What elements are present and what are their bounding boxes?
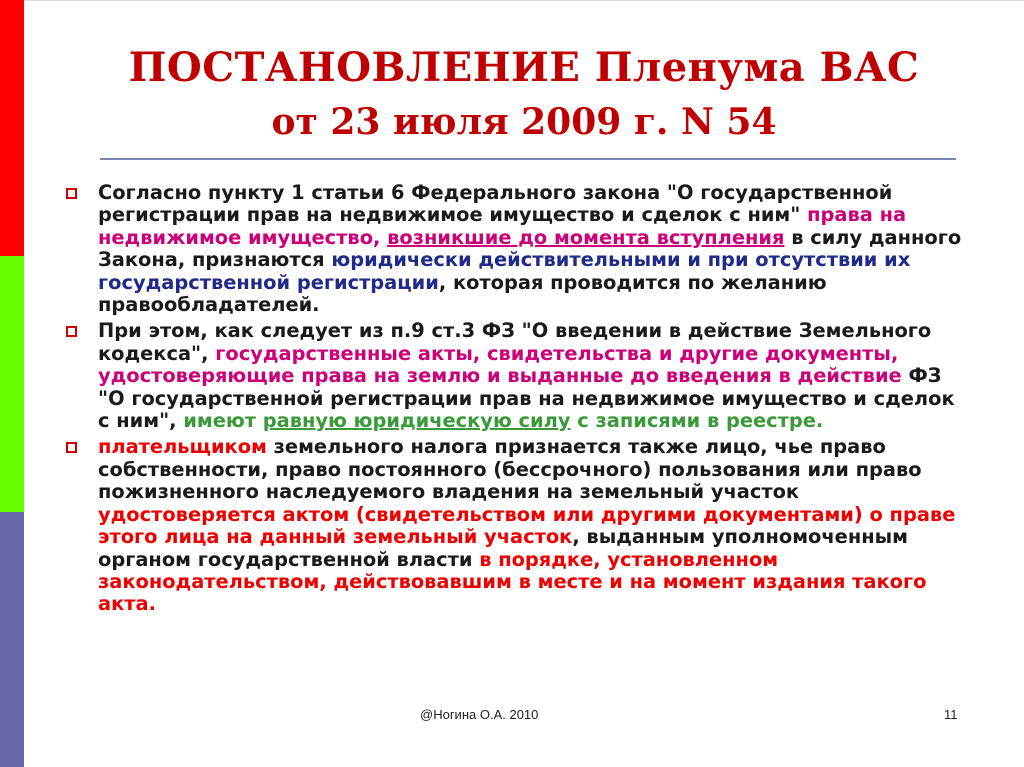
title-line-1: ПОСТАНОВЛЕНИЕ Пленума ВАС (128, 44, 920, 91)
text-run-underlined: возникшие до момента вступления (387, 225, 785, 249)
title-divider (100, 158, 956, 160)
text-run: При этом, как следует из п.9 ст.3 ФЗ "О введении в действие Земельного кодекса", (98, 319, 932, 365)
square-bullet-icon (66, 442, 77, 453)
text-run: ФЗ "О государственной регистрации прав на недвижимое имущество и сделок с ним", (98, 364, 955, 433)
title-line-2: от 23 июля 2009 г. N 54 (271, 101, 777, 143)
page-number: 11 (944, 707, 958, 722)
text-run-highlight: государственные акты, свидетельства и другие документы, удостоверяющие права на землю и выданные до введения в действие (98, 341, 902, 388)
text-run-highlight: удостоверяется актом (свидетельством или другими документами) о праве этого лица на данный земельный участок (98, 502, 956, 549)
slide-body (98, 182, 968, 620)
text-run-highlight: права на недвижимое имущество, (98, 203, 907, 249)
text-run-underlined: равную юридическую силу (262, 409, 571, 433)
text-run: в силу данного Закона, признаются (98, 225, 962, 272)
text-run: , выданным уполномоченным органом государственной власти (98, 525, 909, 571)
text-run: земельного налога признается также лицо, чье право собственности, право постоянного (бессрочного) пользования или право пожизненного наследуемого владения на земельный участок (98, 435, 922, 504)
bullet-paragraph-3 (98, 436, 968, 615)
square-bullet-icon (66, 188, 77, 199)
text-run-highlight: имеют (183, 409, 263, 433)
text-run: , которая проводится по желанию правообладателей. (98, 270, 827, 317)
bullet-paragraph-1 (98, 182, 968, 316)
accent-bar-red (0, 0, 24, 256)
text-run-highlight: плательщиком (98, 435, 267, 459)
slide-title (24, 44, 1024, 143)
text-run-highlight: юридически действительными и при отсутствии их государственной регистрации (98, 248, 911, 294)
accent-bar-green (0, 256, 24, 512)
text-run-highlight: в порядке, установленном законодательством, действовавшим в месте и на момент издания такого акта. (98, 547, 927, 616)
text-run-highlight: с записями в реестре. (570, 409, 824, 433)
accent-bar-purple (0, 512, 24, 767)
square-bullet-icon (66, 326, 77, 337)
bullet-paragraph-2 (98, 320, 968, 432)
text-run: Согласно пункту 1 статьи 6 Федерального закона "О государственной регистрации прав на недвижимое имущество и сделок с ним" (98, 181, 893, 227)
footer-author: @Ногина О.А. 2010 (420, 707, 539, 722)
